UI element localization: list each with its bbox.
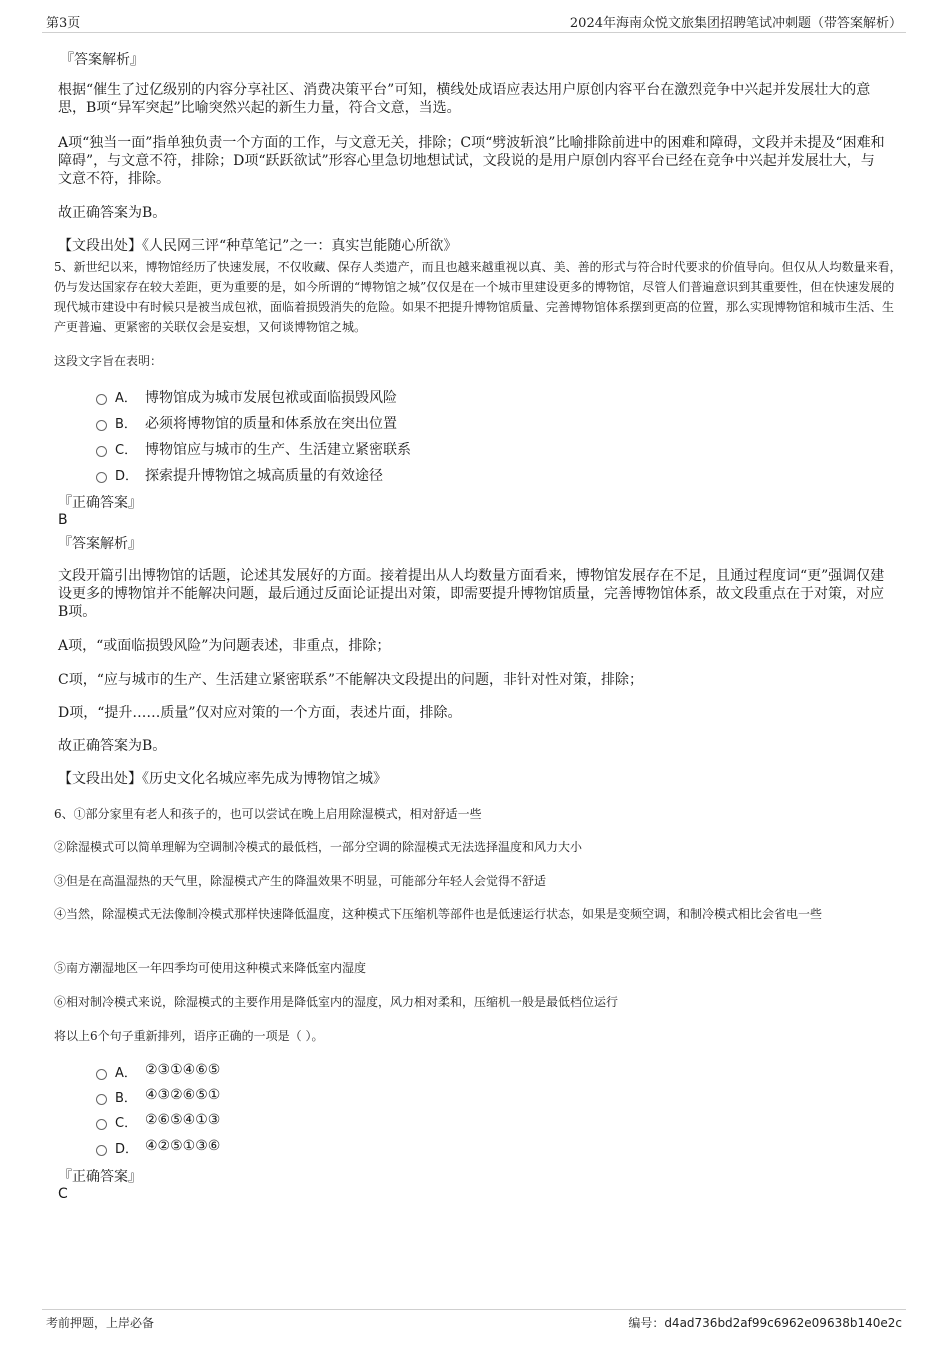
option-text: 博物馆成为城市发展包袱或面临损毁风险 xyxy=(145,390,397,406)
correct-answer-label: 『正确答案』 xyxy=(58,495,142,511)
question-prompt: 将以上6个句子重新排列，语序正确的一项是（ ）。 xyxy=(54,1029,324,1043)
correct-answer: C xyxy=(58,1186,68,1202)
option-text: 必须将博物馆的质量和体系放在突出位置 xyxy=(145,416,397,432)
sentence-3: ③但是在高温湿热的天气里，除湿模式产生的降温效果不明显，可能部分年轻人会觉得不舒适 xyxy=(54,874,547,888)
sentence-6: ⑥相对制冷模式来说，除湿模式的主要作用是降低室内的湿度，风力相对柔和，压缩机一般是最低档位运行 xyxy=(54,995,619,1009)
option-text: ②③①④⑥⑤ xyxy=(145,1062,221,1078)
option-text: ④③②⑥⑤① xyxy=(145,1087,221,1103)
analysis-paragraph: C项，“应与城市的生产、生活建立紧密联系”不能解决文段提出的问题，非针对性对策，排除； xyxy=(58,672,644,688)
analysis-label: 『答案解析』 xyxy=(58,536,142,552)
analysis-paragraph: A项“独当一面”指单独负责一个方面的工作，与文意无关，排除；C项“劈波斩浪”比喻排除前进中的困难和障碍，文段并未提及“困难和障碍”，与文意不符，排除；D项“跃跃欲试”形容心里急切地想试试，文段说的是用户原创内容平台已经在竞争中兴起并发展壮大，与文意不符，排除。 xyxy=(58,135,885,187)
source-citation: 【文段出处】《历史文化名城应率先成为博物馆之城》 xyxy=(58,771,387,787)
option-letter: B． xyxy=(115,417,137,432)
option-text: 探索提升博物馆之城高质量的有效途径 xyxy=(145,468,383,484)
option-letter: C． xyxy=(115,1116,138,1131)
option-text: ④②⑤①③⑥ xyxy=(145,1138,221,1154)
option-text: 博物馆应与城市的生产、生活建立紧密联系 xyxy=(145,442,411,458)
correct-answer-label: 『正确答案』 xyxy=(58,1169,142,1185)
radio-icon[interactable] xyxy=(96,472,107,483)
option-letter: A． xyxy=(115,391,137,406)
option-letter: A． xyxy=(115,1066,137,1081)
footer-slogan: 考前押题，上岸必备 xyxy=(46,1316,155,1330)
radio-icon[interactable] xyxy=(96,420,107,431)
radio-icon[interactable] xyxy=(96,1069,107,1080)
analysis-paragraph: 文段开篇引出博物馆的话题，论述其发展好的方面。接着提出从人均数量方面看来，博物馆发展存在不足，且通过程度词“更”强调仅建设更多的博物馆并不能解决问题，最后通过反面论证提出对策，即需要提升博物馆质量，完善博物馆体系，故文段重点在于对策，对应B项。 xyxy=(58,568,885,620)
radio-icon[interactable] xyxy=(96,1119,107,1130)
radio-icon[interactable] xyxy=(96,394,107,405)
source-citation: 【文段出处】《人民网三评“种草笔记”之一：真实岂能随心所欲》 xyxy=(58,238,458,254)
analysis-paragraph: A项，“或面临损毁风险”为问题表述，非重点，排除； xyxy=(58,638,391,654)
page-footer xyxy=(42,1309,906,1330)
radio-icon[interactable] xyxy=(96,1094,107,1105)
document-code: 编号：d4ad736bd2af99c6962e09638b140e2c xyxy=(628,1316,902,1330)
option-text: ②⑥⑤④①③ xyxy=(145,1112,221,1128)
option-letter: D． xyxy=(115,469,139,484)
radio-icon[interactable] xyxy=(96,1145,107,1156)
question-prompt: 这段文字旨在表明： xyxy=(54,354,163,368)
correct-answer: B xyxy=(58,512,68,528)
analysis-paragraph: 根据“催生了过亿级别的内容分享社区、消费决策平台”可知，横线处成语应表达用户原创内容平台在激烈竞争中兴起并发展壮大的意思，B项“异军突起”比喻突然兴起的新生力量，符合文意，当选。 xyxy=(58,82,871,116)
option-letter: B． xyxy=(115,1091,137,1106)
document-title: 2024年海南众悦文旅集团招聘笔试冲刺题（带答案解析） xyxy=(569,16,902,31)
sentence-4: ④当然，除湿模式无法像制冷模式那样快速降低温度，这种模式下压缩机等部件也是低速运行状态，如果是变频空调，和制冷模式相比会省电一些 xyxy=(54,907,823,921)
analysis-paragraph: D项，“提升……质量”仅对应对策的一个方面，表述片面，排除。 xyxy=(58,705,462,721)
analysis-label: 『答案解析』 xyxy=(60,52,144,68)
option-letter: D． xyxy=(115,1142,139,1157)
radio-icon[interactable] xyxy=(96,446,107,457)
analysis-conclusion: 故正确答案为B。 xyxy=(58,738,167,754)
sentence-1: 6、①部分家里有老人和孩子的，也可以尝试在晚上启用除湿模式，相对舒适一些 xyxy=(54,807,482,821)
analysis-conclusion: 故正确答案为B。 xyxy=(58,205,167,221)
sentence-2: ②除湿模式可以简单理解为空调制冷模式的最低档，一部分空调的除湿模式无法选择温度和风力大小 xyxy=(54,840,583,854)
option-letter: C． xyxy=(115,443,138,458)
page-header xyxy=(42,12,906,33)
page-number: 第3页 xyxy=(46,16,81,31)
question-stem: 5、新世纪以来，博物馆经历了快速发展，不仅收藏、保存人类遗产，而且也越来越重视以真、美、善的形式与符合时代要求的价值导向。但仅从人均数量来看，仍与发达国家存在较大差距，更为重要的是，如今所谓的“博物馆之城”仅仅是在一个城市里建设更多的博物馆，尽管人们普遍意识到其重要性，但在快速发展的现代城市建设中有时候只是被当成包袱，面临着损毁消失的危险。如果不把提升博物馆质量、完善博物馆体系摆到更高的位置，那么实现博物馆和城市生活、生产更普遍、更紧密的关联仅会是妄想，又何谈博物馆之城。 xyxy=(54,260,902,334)
sentence-5: ⑤南方潮湿地区一年四季均可使用这种模式来降低室内湿度 xyxy=(54,961,367,975)
